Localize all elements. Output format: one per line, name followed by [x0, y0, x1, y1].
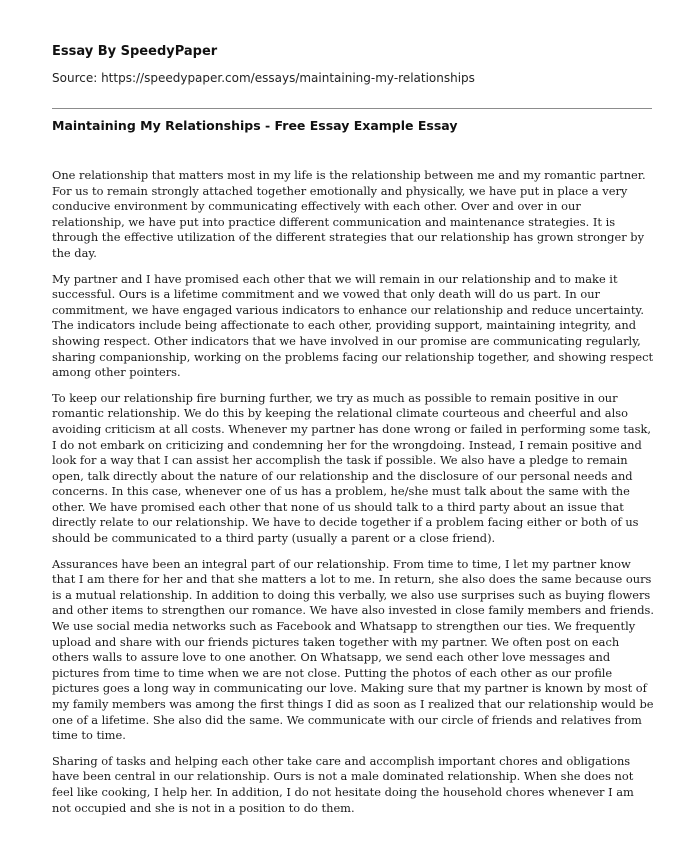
document-header-title: Essay By SpeedyPaper — [52, 44, 218, 59]
essay-paragraph: My partner and I have promised each other that we will remain in our relationship and to make it successful. Ours is a lifetime commitment and we vowed that only death will do us part. In our commitment, we have engaged various indicators to enhance our relationship and reduce uncertainty. The indicators include being affectionate to each other, providing support, maintaining integrity, and showing respect. Other indicators that we have involved in our promise are communicating regularly, sharing companionship, working on the problems facing our relationship together, and showing respect among other pointers. — [52, 271, 654, 380]
essay-paragraph: Sharing of tasks and helping each other take care and accomplish important chores and obligations have been central in our relationship. Ours is not a male dominated relationship. When she does not feel like cooking, I help her. In addition, I do not hesitate doing the household chores whenever I am not occupied and she is not in a position to do them. — [52, 753, 634, 815]
essay-body — [52, 168, 656, 826]
header-divider — [52, 108, 652, 109]
essay-title: Maintaining My Relationships - Free Essay Example Essay — [52, 118, 458, 133]
essay-paragraph: One relationship that matters most in my life is the relationship between me and my romantic partner. For us to remain strongly attached together emotionally and physically, we have put in place a very conducive environment by communicating effectively with each other. Over and over in our relationship, we have put into practice different communication and maintenance strategies. It is through the effective utilization of the different strategies that our relationship has grown stronger by the day. — [52, 168, 646, 260]
source-line: Source: https://speedypaper.com/essays/maintaining-my-relationships — [52, 71, 475, 85]
essay-paragraph: To keep our relationship fire burning further, we try as much as possible to remain positive in our romantic relationship. We do this by keeping the relational climate courteous and cheerful and also avoiding criticism at all costs. Whenever my partner has done wrong or failed in performing some task, I do not embark on criticizing and condemning her for the wrongdoing. Instead, I remain positive and look for a way that I can assist her accomplish the task if possible. We also have a pledge to remain open, talk directly about the nature of our relationship and the disclosure of our personal needs and concerns. In this case, whenever one of us has a problem, he/she must talk about the same with the other. We have promised each other that none of us should talk to a third party about an issue that directly relate to our relationship. We have to decide together if a problem facing either or both of us should be communicated to a third party (usually a parent or a close friend). — [52, 390, 652, 546]
essay-paragraph: Assurances have been an integral part of our relationship. From time to time, I let my partner know that I am there for her and that she matters a lot to me. In return, she also does the same because ours is a mutual relationship. In addition to doing this verbally, we also use surprises such as buying flowers and other items to strengthen our romance. We have also invested in close family members and friends. We use social media networks such as Facebook and Whatsapp to strengthen our ties. We frequently upload and share with our friends pictures taken together with my partner. We often post on each others walls to assure love to one another. On Whatsapp, we send each other love messages and pictures from time to time when we are not close. Putting the photos of each other as our profile pictures goes a long way in communicating our love. Making sure that my partner is known by most of my family members was among the first things I did as soon as I realized that our relationship would be one of a lifetime. She also did the same. We communicate with our circle of friends and relatives from time to time. — [52, 556, 654, 743]
